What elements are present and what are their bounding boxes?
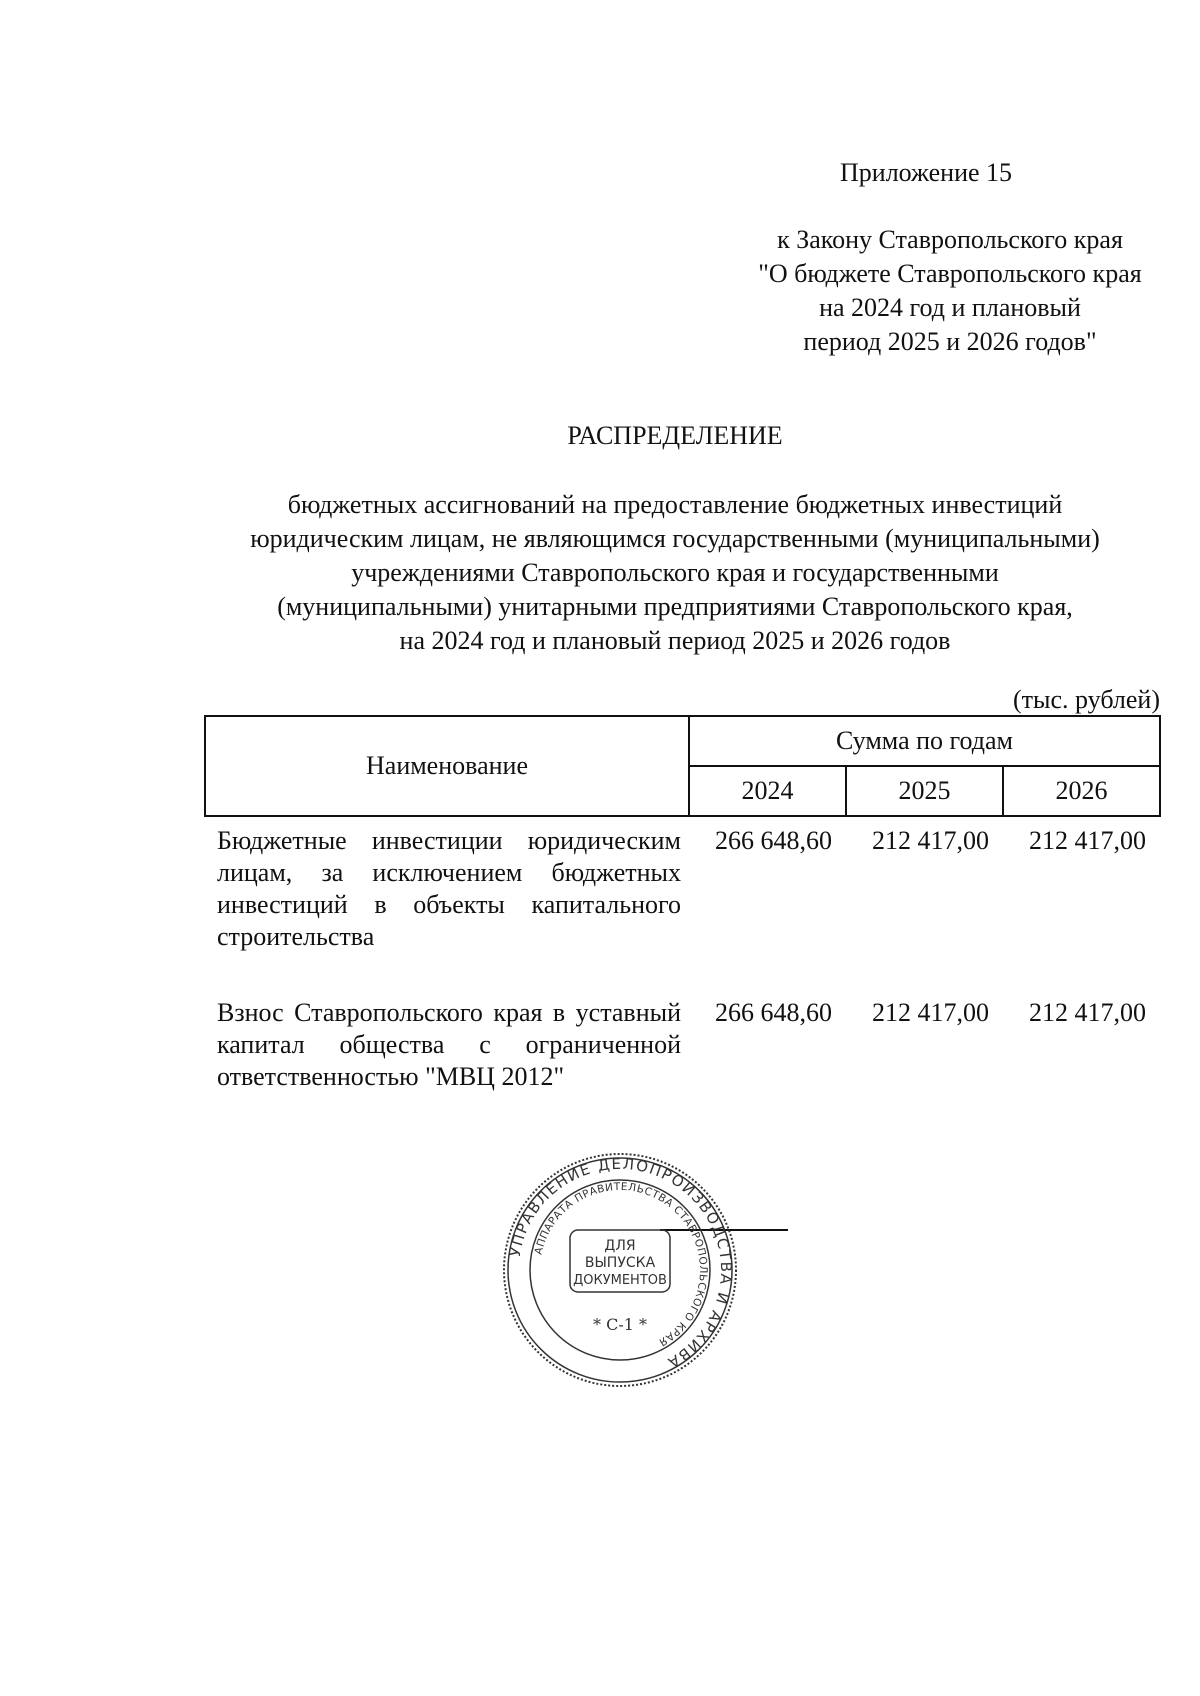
subtitle-line: юридическим лицам, не являющимся государственными (муниципальными) (250, 524, 1100, 553)
seal-outer-text: УПРАВЛЕНИЕ ДЕЛОПРОИЗВОДСТВА И АРХИВА (505, 1154, 736, 1373)
seal-inner-text: АППАРАТА ПРАВИТЕЛЬСТВА СТАВРОПОЛЬСКОГО КРАЯ (532, 1180, 710, 1349)
seal-center-line: ДОКУМЕНТОВ (573, 1273, 667, 1288)
row-value-2026: 212 417,00 (1029, 826, 1147, 855)
budget-table (204, 715, 1161, 1137)
name-column-header: Наименование (205, 716, 689, 816)
official-seal (500, 1150, 740, 1390)
document-subtitle (180, 488, 1170, 658)
year-header-2026: 2026 (1003, 766, 1160, 816)
subtitle-line: на 2024 год и плановый период 2025 и 2026 годов (399, 626, 951, 655)
law-reference-line: на 2024 год и плановый (819, 293, 1081, 322)
document-title: РАСПРЕДЕЛЕНИЕ (567, 421, 783, 450)
table-row (205, 965, 1160, 1137)
row-value-2024: 266 648,60 (715, 998, 832, 1027)
law-reference-line: к Закону Ставропольского края (777, 225, 1123, 254)
row-value-2025: 212 417,00 (872, 826, 989, 855)
subtitle-line: учреждениями Ставропольского края и государственными (351, 558, 999, 587)
seal-center-line: ВЫПУСКА (584, 1255, 656, 1271)
law-reference-line: "О бюджете Ставропольского края (758, 259, 1142, 288)
row-name: Взнос Ставропольского края в уставный капитал общества с ограниченной ответственностью "МВЦ 2012" (217, 998, 681, 1091)
units-label: (тыс. рублей) (1012, 685, 1160, 714)
subtitle-line: (муниципальными) унитарными предприятиями Ставропольского края, (277, 592, 1073, 621)
year-header-2025: 2025 (846, 766, 1003, 816)
row-name: Бюджетные инвестиции юридическим лицам, за исключением бюджетных инвестиций в объекты капитального строительства (217, 826, 681, 951)
law-reference-line: период 2025 и 2026 годов" (803, 327, 1097, 356)
row-value-2025: 212 417,00 (872, 998, 989, 1027)
appendix-label: Приложение 15 (840, 158, 1013, 187)
seal-code: * С-1 * (593, 1315, 647, 1334)
law-reference (700, 223, 1200, 359)
year-header-2024: 2024 (689, 766, 846, 816)
row-value-2026: 212 417,00 (1029, 998, 1147, 1027)
subtitle-line: бюджетных ассигнований на предоставление бюджетных инвестиций (287, 490, 1063, 519)
sum-by-years-header: Сумма по годам (689, 716, 1160, 766)
table-row (205, 816, 1160, 965)
row-value-2024: 266 648,60 (715, 826, 832, 855)
seal-center-line: ДЛЯ (604, 1238, 636, 1254)
